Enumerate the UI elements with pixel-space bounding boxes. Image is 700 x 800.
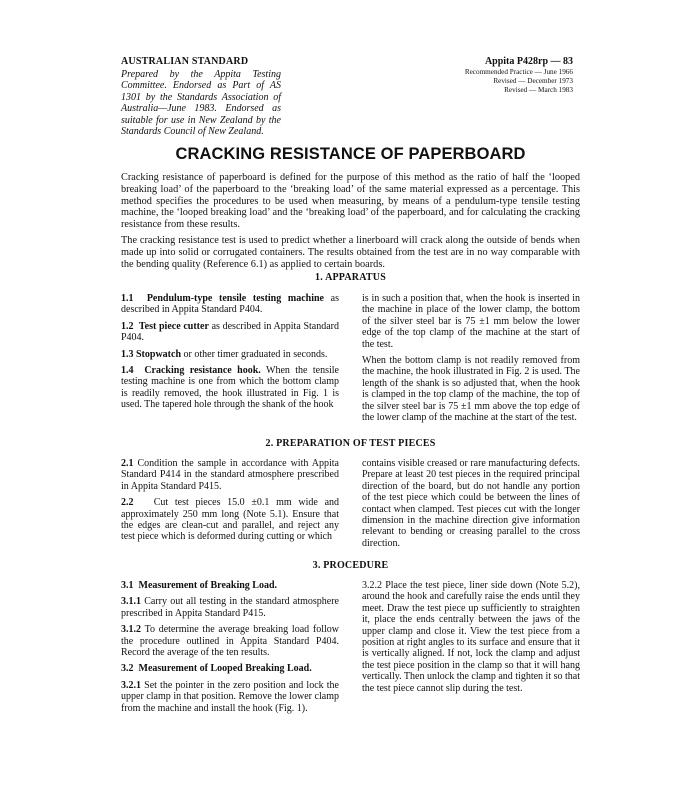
clause-number: 1.1 [121,293,134,304]
clause-title: Test piece cutter [138,320,209,332]
section-heading-apparatus: 1. APPARATUS [315,272,386,283]
revision-date: Revised — March 1983 [504,86,573,95]
clause [121,596,339,619]
clause-number: 2.1 [121,458,134,469]
clause [121,321,339,344]
preparation-left-column [121,458,339,548]
clause [121,680,339,714]
clause-title: Pendulum-type tensile testing machine [146,293,324,304]
clause-number: 3.2 [121,663,134,675]
section-heading-procedure: 3. PROCEDURE [312,560,389,571]
document-title: CRACKING RESISTANCE OF PAPERBOARD [175,145,526,163]
clause-title: Cracking resistance hook. [144,365,261,377]
clause-title: Measurement of Breaking Load. [138,580,278,591]
document-code: Appita P428rp — 83 [484,56,573,67]
clause-title: Stopwatch [136,348,182,360]
clause-number: 1.2 [121,320,134,332]
clause [121,365,339,411]
revision-date: Revised — December 1973 [493,77,573,86]
clause-text: Set the pointer in the zero position and lock the upper clamp in that position. Remove the lower clamp from the machine and install the hook (Fig. 1). [121,679,339,714]
section-heading-preparation: 2. PREPARATION OF TEST PIECES [265,438,436,449]
revision-date: Recommended Practice — June 1966 [464,68,573,76]
clause-text: or other timer graduated in seconds. [183,348,328,360]
clause [121,293,339,316]
clause-text: Carry out all testing in the standard atmosphere prescribed in Appita Standard P415. [121,596,339,619]
paragraph: When the bottom clamp is not readily removed from the machine, the hook illustrated in Fig. 2 is used. The length of the shank is so adjusted that, when the hook is clamped in the top clamp of the machine, the top of the silver steel bar is 75 ±1 mm above the top edge of the lower clamp of the machine at the start of the test. [362,355,580,424]
apparatus-left-column [121,293,339,416]
clause [121,458,339,492]
clause-text: as described in Appita Standard P404. [121,293,339,316]
clause-text: Condition the sample in accordance with Appita Standard P414 in the standard atmosphere prescribed in Appita Standard P415. [121,458,339,492]
clause-text: When the tensile testing machine is one from which the bottom clamp is readily removed, the hook illustrated in Fig. 1 is used. The tapered hole through the shank of the hook [121,365,340,411]
clause-number: 2.2 [121,497,134,509]
clause-number: 3.1 [121,580,134,591]
clause [121,580,339,591]
clause-text: To determine the average breaking load follow the procedure outlined in Appita Standard P404. Record the average of the ten results. [121,624,339,659]
intro-paragraph: Cracking resistance of paperboard is defined for the purpose of this method as the ratio of half the ‘looped breaking load’ of the paperboard to the ‘breaking load’ of the same material expressed as a percentage. This method specifies the procedures to be used when measuring, by means of a pendulum-type tensile testing machine, the ‘looped breaking load’ and the ‘breaking load’ of the paperboard, and for calculating the cracking resistance from these results. [121,172,580,231]
clause [121,624,339,658]
document-code-block [465,56,573,96]
introduction [121,172,580,274]
standard-label: AUSTRALIAN STANDARD [121,56,249,67]
clause [121,349,339,360]
clause-number: 3.1.1 [121,596,141,608]
clause [121,663,339,674]
intro-paragraph: The cracking resistance test is used to predict whether a linerboard will crack along the outside of bends when made up into solid or corrugated containers. The results obtained from the test are in no way comparable with the bending quality (Reference 6.1) as applied to certain boards. [121,234,580,270]
paragraph: 3.2.2 Place the test piece, liner side down (Note 5.2), around the hook and carefully raise the ends until they meet. Draw the test piece up sufficiently to straighten it, place the ends centrally between the jaws of the upper clamp and close it. View the test piece from a position at right angles to its surface and ensure that it is vertically aligned. If not, lock the clamp and adjust the test piece position in the clamp so that it will hang vertically. Then unlock the clamp and tighten it so that the test piece cannot slip during the test. [362,580,580,694]
standard-block [121,56,281,138]
revision-dates [465,68,573,96]
clause-number: 1.4 [121,365,134,377]
paragraph: contains visible creased or rare manufacturing defects. Prepare at least 20 test pieces in the required principal direction of the board, but do not handle any portion of the test piece which could be between the lines of contact when clamped. Test pieces cut with the longer dimension in the machine direction give information relevant to bending or creasing parallel to the cross direction. [362,458,580,549]
clause-number: 3.1.2 [121,624,141,636]
clause-title: Measurement of Looped Breaking Load. [138,663,312,675]
procedure-left-column [121,580,339,719]
clause-text: Cut test pieces 15.0 ±0.1 mm wide and approximately 250 mm long (Note 5.1). Ensure that the edges are clean-cut and parallel, and reject any test piece which is deformed during cutting or which [121,497,340,543]
paragraph: is in such a position that, when the hook is inserted in the machine in place of the lower clamp, the bottom of the silver steel bar is 75 ±1 mm below the lower edge of the top clamp of the machine at the start of the test. [362,293,580,350]
clause-text: as described in Appita Standard P404. [121,320,340,344]
preparation-right-column [362,458,580,554]
clause [121,497,339,543]
endorsement-text: Prepared by the Appita Testing Committee. Endorsed as Part of AS 1301 by the Standards Association of Australia—June 1983. Endorsed as suitable for use in New Zealand by the Standards Council of New Zealand. [121,68,281,137]
apparatus-right-column [362,293,580,428]
clause-number: 3.2.1 [121,679,141,691]
clause-number: 1.3 [121,348,134,360]
procedure-right-column [362,580,580,699]
